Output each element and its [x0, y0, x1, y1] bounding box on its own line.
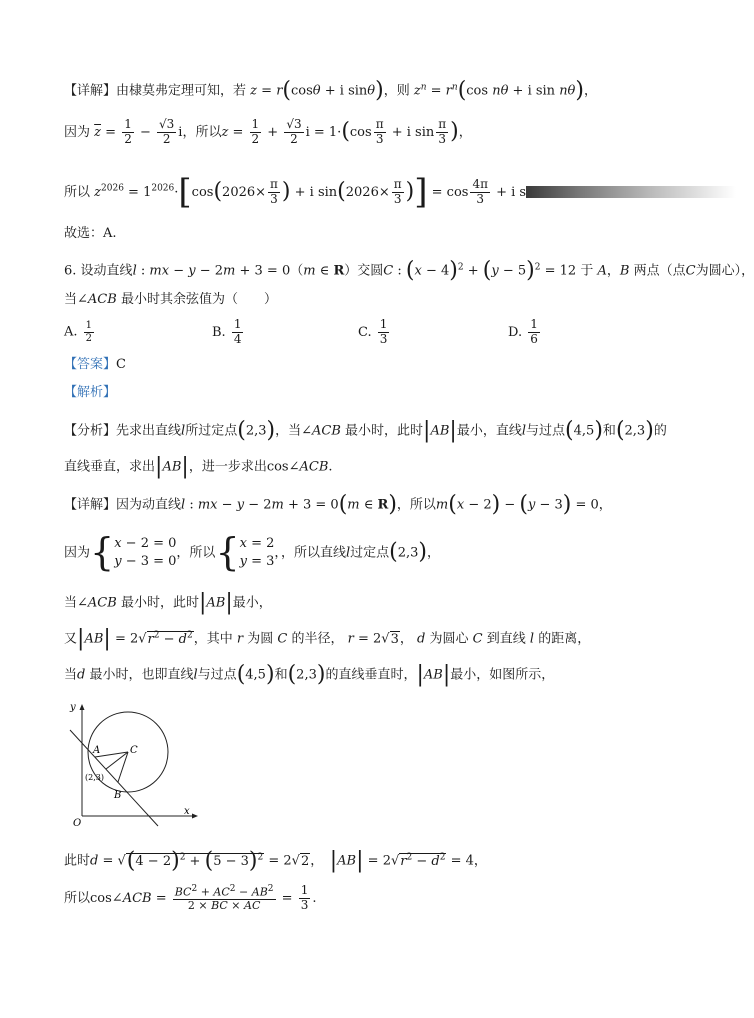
question-stem-line2: 当∠ACB 最小时其余弦值为（ ） [64, 292, 277, 307]
answer-tag: 【答案】 [64, 357, 117, 372]
analysis-line2: 直线垂直，求出|AB|，进一步求出cos∠ACB. [64, 454, 333, 479]
label-point-2-3: (2,3) [85, 773, 104, 782]
x-axis-arrow [192, 814, 198, 819]
question-stem-line1: 6. 设动直线l : mx − y − 2m + 3 = 0（m ∈ R）交圆C : $(x - 4)^2 + (y - 5)^2 = 12$ 于 A，B 两点（点C为圆心）， [64, 258, 754, 283]
prev-detail-line1: 【详解】由棣莫弗定理可知，若 z = r(cosθ + i sinθ)，则 $z^n = r^n(\cos$ nθ + i sin nθ)， [64, 78, 597, 103]
detail2-line3: 当∠ACB 最小时，此时|AB|最小， [64, 590, 272, 615]
answer-line [64, 357, 126, 373]
label-b: B [114, 790, 122, 801]
y-axis-arrow [80, 704, 85, 710]
prev-detail-line3: 所以 $z^{2026} = 1^{2026}\cdot[\cos(2026\times$ $\frac{\pi}{3}$ ) + i sin(2026× $\frac{\pi}{3}$ )] = cos $\frac{4\pi}{3}$ + i s [64, 172, 736, 213]
label-x: x [184, 806, 190, 817]
detail-tag: 【详解】 [64, 83, 117, 99]
label-a: A [93, 745, 101, 756]
detail2-line4: 又$|AB| = 2√r^2 - d^2$，其中 r 为圆 C 的半径， r = 2√3， d 为圆心 C 到直线 l 的距离， [64, 626, 591, 651]
detail2-line5: 当d 最小时，也即直线l与过点(4,5)和(2,3)的直线垂直时，|AB|最小，如图所示， [64, 662, 555, 687]
answer-value: C [116, 357, 126, 372]
detail2-line2: 因为{x − 2 = 0 y − 3 = 0，所以{x = 2 y = 3，，所以直线l过定点(2,3)， [64, 530, 441, 574]
conclusion-line: 故选：A. [64, 226, 117, 241]
label-y: y [70, 702, 76, 713]
segment-cb [118, 752, 128, 782]
line-l [70, 730, 158, 826]
option-b: B. $\frac{1}{4}$ [212, 317, 242, 346]
option-a: A. $\frac{1}{2}$ [64, 320, 93, 344]
detail2-line6: 此时$d = √(4 - 2)^2 + (5 - 3)^2 = 2√2$， $|AB| = 2√r^2 - d^2 = 4$， [64, 848, 487, 873]
obscured-text-fade [526, 186, 736, 198]
prev-detail-line2: 因为 $\overline{z}$ = $\frac{1}{2}$ − $\frac{√3}{2}$ i，所以z = $\frac{1}{2}$ + $\frac{√3}{2}$ i = 1·(cos $\frac{\pi}{3}$ + i sin $\frac{\pi}{3}$ )， [64, 117, 472, 146]
geometry-figure [62, 698, 202, 832]
detail2-line1: 【详解】因为动直线l : mx − y − 2m + 3 = 0(m ∈ R)，所以m(x − 2) − (y − 3) = 0， [64, 492, 612, 517]
option-c: C. $\frac{1}{3}$ [358, 317, 388, 346]
detail2-line7: 所以cos∠ACB = $\frac{BC^2 + AC^2 - AB^2}{2 \times BC \times AC}$ = $\frac{1}{3}$ . [64, 883, 317, 913]
label-c: C [130, 745, 138, 756]
label-origin: O [73, 818, 82, 829]
analysis-line1: 【分析】先求出直线l所过定点(2,3)，当∠ACB 最小时，此时|AB|最小，直线l与过点(4,5)和(2,3)的 [64, 418, 667, 443]
analysis-tag: 【解析】 [64, 385, 117, 400]
option-d: D. $\frac{1}{6}$ [508, 317, 538, 346]
